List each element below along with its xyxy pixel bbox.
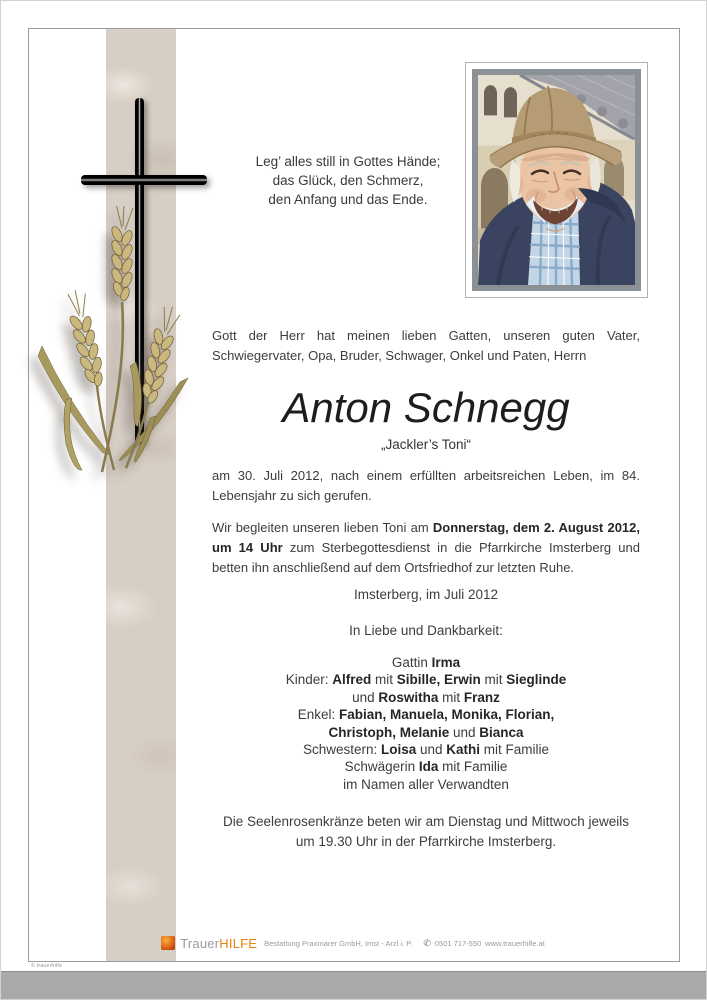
phone-icon: ✆ — [423, 937, 431, 948]
copyright-note: © trauerhilfe — [31, 963, 63, 969]
family-list: Gattin Irma Kinder: Alfred mit Sibille, Erwin mit Sieglinde und Roswitha mit Franz Enkel: Fabian, Manuela, Monika, Florian, Christoph, Melanie und Bianca Schwestern: Loisa und Kathi mit Familie Schwägerin Ida mit Familie im Namen aller Verwandten — [285, 655, 567, 792]
intro-text: Gott der Herr hat meinen lieben Gatten, unseren guten Vater, Schwiegervater, Opa, Bruder, Schwager, Onkel und Paten, Herrn — [212, 328, 640, 363]
rosary-notice: Die Seelenrosenkränze beten wir am Dienstag und Mittwoch jeweils um 19.30 Uhr in der Pfarrkirche Imsterberg. — [223, 814, 629, 849]
contact-info — [423, 938, 544, 949]
website-link[interactable]: www.trauerhilfe.at — [485, 938, 545, 948]
deceased-name: Anton Schnegg — [282, 384, 570, 431]
footer — [28, 933, 678, 953]
dateline: Imsterberg, im Juli 2012 — [353, 587, 499, 602]
border-frame — [28, 28, 680, 962]
memorial-quote: Leg’ alles still in Gottes Hände; das Glück, den Schmerz, den Anfang und das Ende. — [255, 154, 441, 207]
deceased-nickname: „Jackler’s Toni“ — [380, 437, 472, 452]
company-name: Bestattung Praxmarer GmbH, Imst - Arzl i. P. — [264, 938, 413, 948]
phone-number: 0501 717-550 — [434, 938, 482, 948]
funeral-notice: Wir begleiten unseren lieben Toni am Donnerstag, dem 2. August 2012, um 14 Uhr zum Sterbegottesdienst in die Pfarrkirche Imsterberg und betten ihn anschließend auf dem Ortsfriedhof zur letzten Ruhe. — [212, 520, 640, 575]
page-bottom-shadow — [0, 971, 707, 1000]
trauerhilfe-logo-icon — [161, 936, 175, 950]
death-notice: am 30. Juli 2012, nach einem erfüllten arbeitsreichen Leben, im 84. Lebensjahr zu sich gerufen. — [212, 468, 640, 503]
brand-wordmark: TrauerHILFE — [180, 935, 258, 951]
closing-line: In Liebe und Dankbarkeit: — [349, 623, 503, 638]
